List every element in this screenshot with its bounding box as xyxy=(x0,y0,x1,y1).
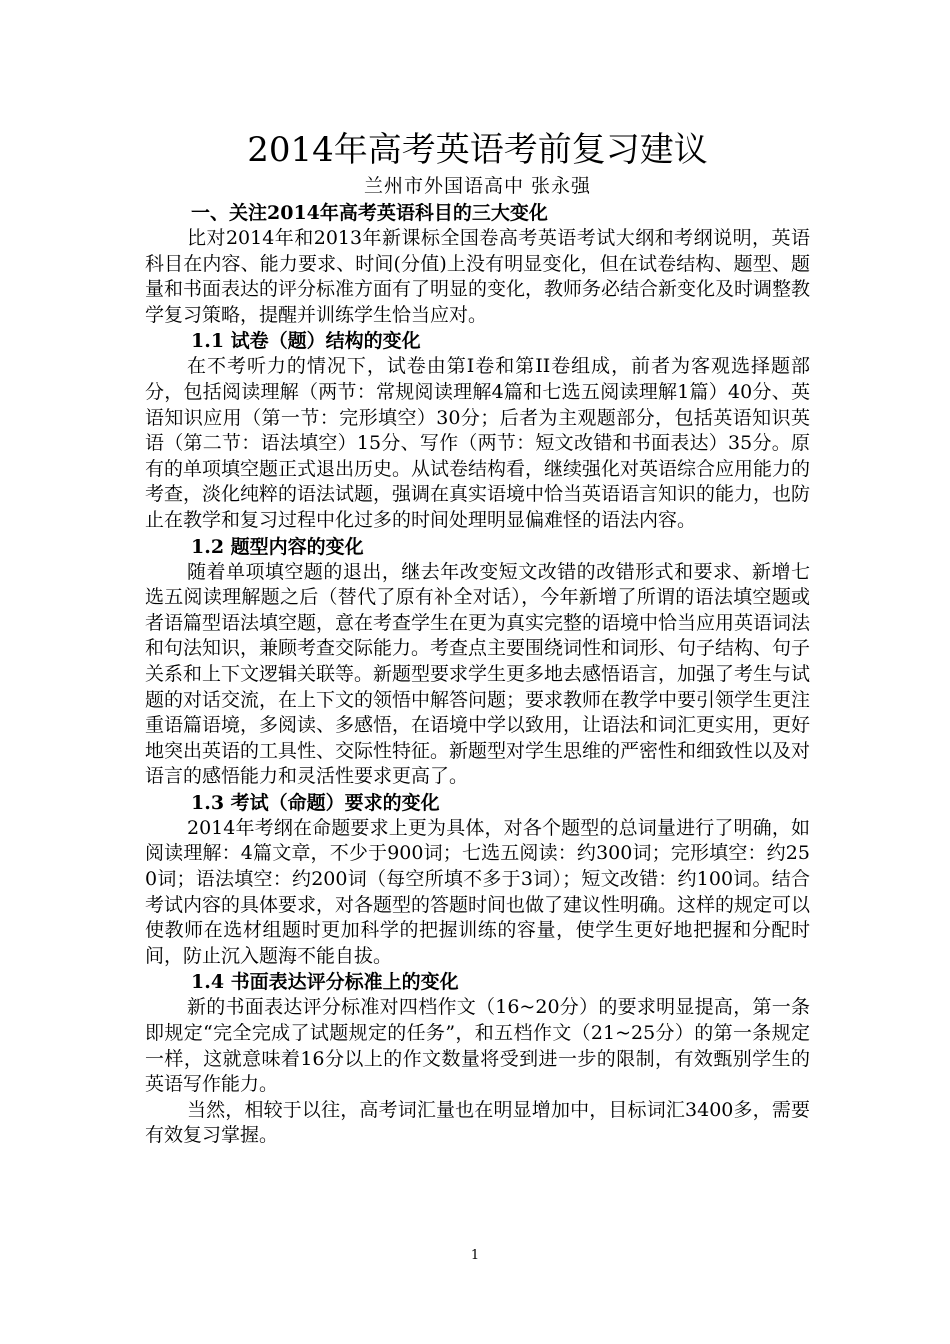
section-1 xyxy=(145,200,810,328)
section-paragraph: 在不考听力的情况下，试卷由第I卷和第II卷组成，前者为客观选择题部分，包括阅读理解（两节：常规阅读理解4篇和七选五阅读理解1篇）40分、英语知识应用（第一节：完形填空）30分；后者为主观题部分，包括英语知识英语（第二节：语法填空）15分、写作（两节：短文改错和书面表达）35分。原有的单项填空题正式退出历史。从试卷结构看，继续强化对英语综合应用能力的考查，淡化纯粹的语法试题，强调在真实语境中恰当英语语言知识的能力，也防止在教学和复习过程中化过多的时间处理明显偏难怪的语法内容。 xyxy=(145,355,811,531)
section-1-3 xyxy=(145,790,810,970)
section-heading: 一、关注2014年高考英语科目的三大变化 xyxy=(191,202,548,224)
section-paragraph: 随着单项填空题的退出，继去年改变短文改错的改错形式和要求、新增七选五阅读理解题之后（替代了原有补全对话），今年新增了所谓的语法填空题或者语篇型语法填空题，意在考查学生在更为真实完整的语境中恰当应用英语词法和句法知识，兼顾考查交际能力。考查点主要围绕词性和词形、句子结构、句子关系和上下文逻辑关联等。新题型要求学生更多地去感悟语言，加强了考生与试题的对话交流，在上下文的领悟中解答问题；要求教师在教学中要引领学生更注重语篇语境，多阅读、多感悟，在语境中学以致用，让语法和词汇更实用，更好地突出英语的工具性、交际性特征。新题型对学生思维的严密性和细致性以及对语言的感悟能力和灵活性要求更高了。 xyxy=(145,560,811,788)
document-title: 2014年高考英语考前复习建议 xyxy=(247,130,708,170)
page-number: 1 xyxy=(470,1248,480,1263)
section-heading: 1.2 题型内容的变化 xyxy=(191,535,364,558)
section-heading: 1.3 考试（命题）要求的变化 xyxy=(191,791,440,814)
section-heading: 1.1 试卷（题）结构的变化 xyxy=(191,330,421,353)
section-1-4 xyxy=(145,969,810,1149)
document-body xyxy=(145,130,810,1149)
section-paragraph: 比对2014年和2013年新课标全国卷高考英语考试大纲和考纲说明，英语科目在内容、能力要求、时间(分值)上没有明显变化，但在试卷结构、题型、题量和书面表达的评分标准方面有了明显的变化，教师务必结合新变化及时调整教学复习策略，提醒并训练学生恰当应对。 xyxy=(145,227,811,326)
section-1-2 xyxy=(145,534,810,790)
section-paragraph: 当然，相较于以往，高考词汇量也在明显增加中，目标词汇3400多，需要有效复习掌握。 xyxy=(145,1098,810,1147)
section-paragraph: 2014年考纲在命题要求上更为具体，对各个题型的总词量进行了明确，如阅读理解：4篇文章，不少于900词；七选五阅读：约300词；完形填空：约250词；语法填空：约200词（每空所填不多于3词）；短文改错：约100词。结合考试内容的具体要求，对各题型的答题时间也做了建议性明确。这样的规定可以使教师在选材组题时更加科学的把握训练的容量，使学生更好地把握和分配时间，防止沉入题海不能自拔。 xyxy=(145,816,811,967)
document-author: 兰州市外国语高中 张永强 xyxy=(363,175,592,197)
section-1-1 xyxy=(145,328,810,533)
section-heading: 1.4 书面表达评分标准上的变化 xyxy=(191,971,459,994)
section-paragraph: 新的书面表达评分标准对四档作文（16~20分）的要求明显提高，第一条即规定“完全完成了试题规定的任务”，和五档作文（21~25分）的第一条规定一样，这就意味着16分以上的作文数量将受到进一步的限制，有效甄别学生的英语写作能力。 xyxy=(145,996,810,1096)
